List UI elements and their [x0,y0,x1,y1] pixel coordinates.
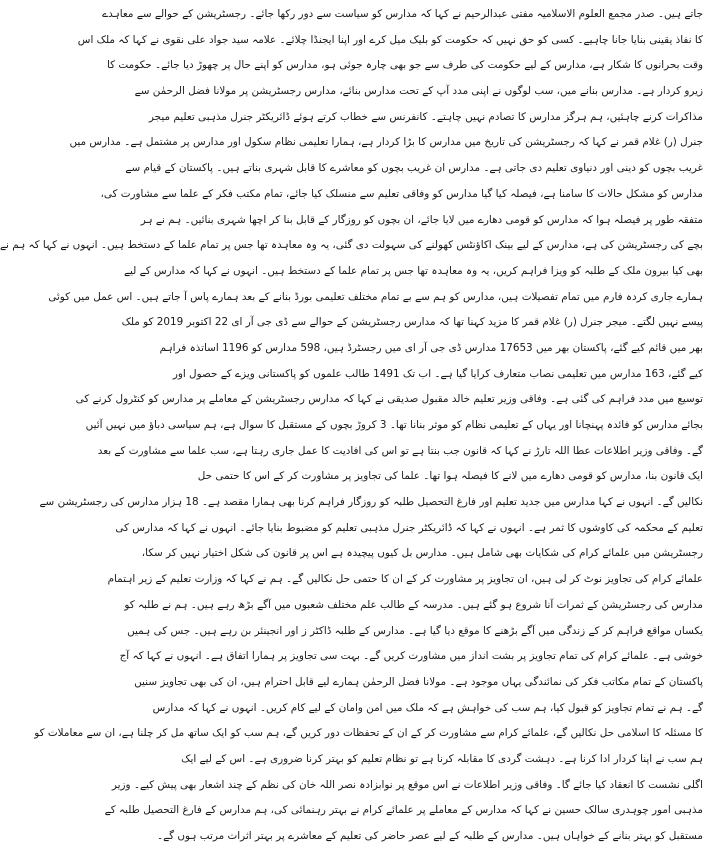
article-line: مستقبل کو بہتر بنانے کے خواہاں ہیں۔ مدارس کے طلبہ کے لیے عصر حاضر کی تعلیم کے معاشرے پر بہتر اثرات مرتب ہوں گے۔ [156,830,703,842]
article-line: کا نفاذ یقینی بنایا جانا چاہیے۔ کسی کو حق نہیں کہ حکومت کو بلیک میل کرے اور اپنا ایجنڈا چلائے۔ علامہ سید جواد علی نقوی نے کہا کہ ملک اس [77,33,703,46]
article-line: توسیع میں مدد فراہم کی گئی ہے۔ وفاقی وزیر تعلیم خالد مقبول صدیقی نے کہا کہ مدارس رجسٹریشن کے معاملے پر مدارس کو کنٹرول کرنے کی [75,393,703,406]
article-line: زیرو کردار ہے۔ مدارس بنانے میں، سب لوگوں نے اپنی مدد آپ کے تحت مدارس بنائے، مدارس رجسٹریشن پر مولانا فضل الرحمٰن سے [134,85,703,98]
article-line: اگلی نشست کا انعقاد کیا جائے گا۔ وفاقی وزیر اطلاعات نے اس موقع پر نوابزادہ نصر اللہ خان کی نظم کے چند اشعار بھی پیش کیے۔ وزیر [111,778,703,791]
article-line: بچے کی رجسٹریشن کی ہے، مدارس کے لیے بینک اکاؤنٹس کھولنے کی سہولت دی گئی، یہ وہ معاہدہ تھا جس پر تمام علما کے دستخط ہیں۔ انہوں نے کہا کہ ہم نے [0,239,703,252]
article-line: خوشی ہے۔ علمائے کرام کی تمام تجاویز پر بشت انداز میں مشاورت کریں گے۔ بہت سی تجاویز پر ہمارا اتفاق ہے۔ انہوں نے کہا کہ آج [119,650,703,663]
article-line: علمائے کرام کی تجاویز نوٹ کر لی ہیں، ان تجاویز پر مشاورت کر کے ان کا حتمی حل نکالیں گے۔ ہم نے کہا کہ وزارت تعلیم کے زیر اہتمام [107,573,703,586]
article-line: رجسٹریشن میں علمائے کرام کی شکایات بھی شامل ہیں۔ مدارس بل کیوں پیچیدہ ہے اس پر قانون کی شکل اختیار نہیں کر سکا، [141,547,703,560]
article-line: ہمارے جاری کردہ فارم میں تمام تفصیلات ہیں، مدارس کو ہم سے بے تمام مختلف تعلیمی بورڈ بنانے کے بعد ہمارے پاس آ جاتے ہیں۔ اس عمل میں کوئی [48,290,703,303]
article-line: متفقہ طور پر فیصلہ ہوا کہ مدارس کو قومی دھارے میں لایا جائے، ان بچوں کو روزگار کے قابل بنا کر اچھا شہری بنائیں۔ ہم نے ہر [140,213,703,226]
article-line: بجائے مدارس کو فائدہ پہنچانا اور یہاں کے تعلیمی نظام کو موثر بنانا تھا۔ 3 کروڑ بچوں کے مستقبل کا سوال ہے، ہم سیاسی دباؤ میں نہیں آئیں [85,419,703,431]
article-line: نکالیں گے۔ انہوں نے کہا مدارس میں جدید تعلیم اور فارغ التحصیل طلبہ کو روزگار فراہم کرنا بھی ہمارا مقصد ہے۔ 18 ہزار مدارس کی رجسٹریشن سے [39,496,703,509]
article-line: مذاکرات کرنے چاہئیں، ہم ہرگز مدارس کا تصادم نہیں چاہتے۔ کانفرنس سے خطاب کرتے ہوئے ڈائریکٹر جنرل مذہبی تعلیم میجر [148,110,703,123]
article-line: یکساں مواقع فراہم کر کے زندگی میں آگے بڑھنے کا موقع دیا گیا ہے۔ مدارس کے طلبہ ڈاکٹر ز اور انجینئر بن رہے ہیں۔ جس کی ہمیں [127,624,703,637]
article-line: گے۔ وفاقی وزیر اطلاعات عطا اللہ تارڑ نے کہا کہ قانون جب بنتا ہے تو اس کی افادیت کا عمل جاری رہتا ہے، سب علما سے مشاورت کے بعد [97,444,703,457]
article-line: تعلیم کے محکمہ کی کاوشوں کا ثمر ہے۔ انہوں نے کہا کہ ڈائریکٹر جنرل مذہبی تعلیم کو مضبوط بنایا جائے۔ انہوں نے کہا کہ مدارس کی [115,521,703,534]
article-line: کیے گئے، 163 مدارس میں تعلیمی نصاب متعارف کرایا گیا ہے۔ اب تک 1491 طالب علموں کو پاکستانی ویزے کے حصول اور [172,367,703,380]
article-line: مدارس کی رجسٹریشن کے ثمرات آنا شروع ہو گئے ہیں۔ مدرسہ کے طالب علم مختلف شعبوں میں آگے بڑھ رہے ہیں۔ ہم نے طلبہ کو [124,598,703,611]
article-line: وقت بحرانوں کا شکار ہے، مدارس کے لیے حکومت کی طرف سے جو بھی چارہ جوئی ہو، مدارس کو اپنے حال پر چھوڑ دیا جائے۔ حکومت کا [107,59,703,72]
article-line: مدارس کو مشکل حالات کا سامنا ہے، فیصلہ کیا گیا مدارس کو وفاقی تعلیم سے منسلک کیا جائے، تمام مکتب فکر کے علما سے مشاورت کی، [100,187,703,200]
article-line: غریب بچوں کو دینی اور دنیاوی تعلیم دی جاتی ہے۔ مدارس ان غریب بچوں کو معاشرے کا قابل شہری بناتے ہیں۔ پاکستان کے قیام سے [125,162,703,175]
article-line: پیسے نہیں لگتے۔ میجر جنرل (ر) غلام قمر کا مزید کہنا تھا کہ مدارس رجسٹریشن کے حوالے سے ڈی جی آر ای 22 اکتوبر 2019 کو ملک [121,316,703,329]
article-line: جنرل (ر) غلام قمر نے کہا کہ رجسٹریشن کی تاریخ میں مدارس کا بڑا کردار ہے، ہمارا تعلیمی نظام سکول اور مدارس پر مشتمل ہے۔ مدارس میں [69,136,703,149]
article-line: بھی کیا بیرون ملک کے طلبہ کو ویزا فراہم کریں، یہ وہ معاہدہ تھا جس پر تمام علما کے دستخط ہیں۔ انہوں نے کہا کہ مدارس کے لیے [123,264,703,277]
article-line: پاکستان کے تمام مکاتب فکر کی نمائندگی یہاں موجود ہے۔ مولانا فضل الرحمٰن ہمارے لیے قابل احترام ہیں، ان کی بھی تجاویز سنیں [134,675,703,688]
article-line: گے۔ ہم نے تمام تجاویز کو قبول کیا، ہم سب کی خواہش ہے کہ ملک میں امن وامان کے لیے کام کریں۔ انہوں نے کہا کہ مدارس [152,701,703,714]
article-line: ایک قانون بنا، مدارس کو قومی دھارے میں لانے کا فیصلہ ہوا تھا۔ علما کی تجاویز پر مشاورت کر کے اس کا حتمی حل [197,470,703,483]
article-line: بھر میں قائم کیے گئے، پاکستان بھر میں 17653 مدارس ڈی جی آر ای میں رجسٹرڈ ہیں، 598 مدارس کو 1196 اساتذہ فراہم [159,341,703,354]
article-line: جاتے ہیں۔ صدر مجمع العلوم الاسلامیہ مفتی عبدالرحیم نے کہا کہ مدارس کو سیاست سے دور رکھا جائے۔ رجسٹریشن کے حوالے سے معاہدے [102,8,703,20]
article-line: کا مسئلہ کا اسلامی حل نکالیں گے، علمائے کرام سے مشاورت کر کے ان کے تحفظات دور کریں گے، ہم سب کو ایک ساتھ مل کر چلنا ہے، ان سے معاملات کو [34,727,703,740]
article-line: ہم سب نے اپنا کردار ادا کرنا ہے۔ دہشت گردی کا مقابلہ کرنا ہے تو نظام تعلیم کو بہتر کرنا ضروری ہے۔ اس کے لیے ایک [181,752,703,765]
article-line: مذہبی امور چوہدری سالک حسین نے کہا کہ مدارس کے معاملے پر علمائے کرام نے بہتر رہنمائی کی، ہم مدارس کے فارغ التحصیل طلبہ کے [104,804,703,817]
